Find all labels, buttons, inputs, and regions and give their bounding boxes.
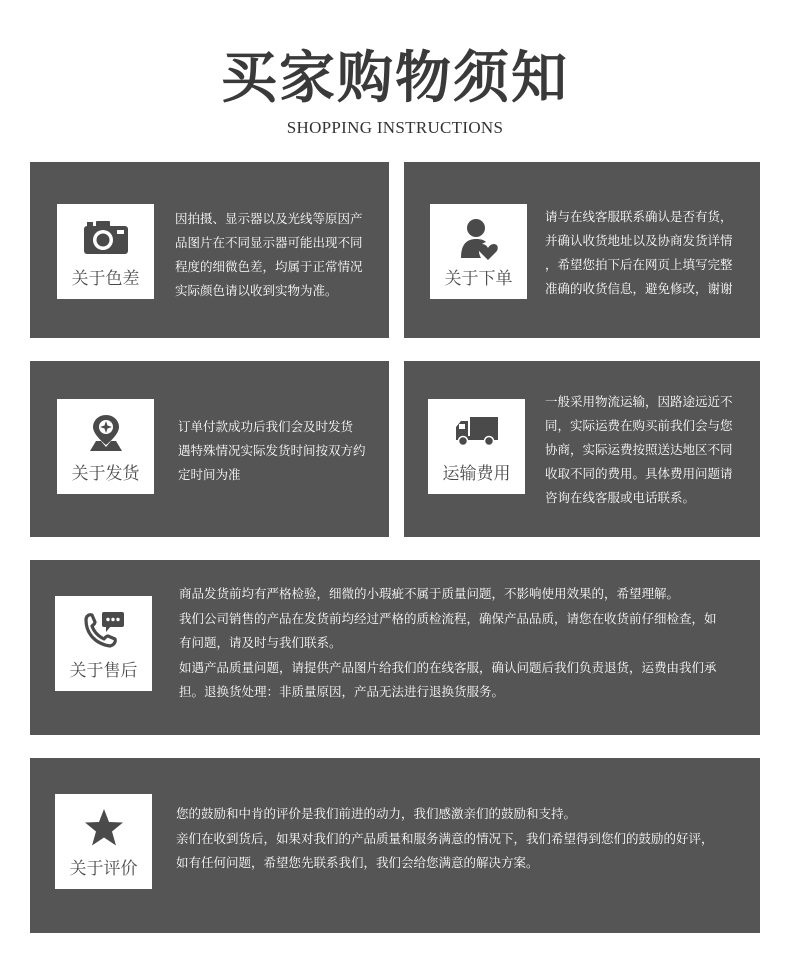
user-heart-icon	[459, 218, 499, 262]
color-diff-label: 关于色差	[71, 269, 140, 289]
text-line: 我们公司销售的产品在发货前均经过严格的质检流程，确保产品品质，请您在收货前仔细检查，如	[179, 610, 717, 626]
order-panel	[404, 162, 760, 338]
color-diff-text	[175, 207, 363, 303]
color-diff-icon-box	[57, 204, 154, 299]
freight-panel	[404, 361, 760, 537]
review-icon-box	[55, 794, 152, 889]
text-line: 并确认收货地址以及协商发货详情	[545, 233, 733, 248]
order-label: 关于下单	[444, 269, 513, 289]
freight-text	[545, 390, 733, 510]
text-line: 品图片在不同显示器可能出现不同	[175, 235, 363, 250]
review-panel	[30, 758, 760, 933]
text-line: ，希望您拍下后在网页上填写完整	[545, 257, 733, 272]
text-line: 如遇产品质量问题，请提供产品图片给我们的在线客服，确认问题后我们负责退货，运费由我们承	[179, 659, 717, 675]
text-line: 一般采用物流运输，因路途远近不	[545, 394, 733, 409]
text-line: 担。退换货处理：非质量原因，产品无法进行退换货服务。	[179, 684, 505, 699]
text-line: 定时间为准	[178, 467, 241, 482]
text-line: 实际颜色请以收到实物为准。	[175, 283, 338, 298]
text-line: 同，实际运费在购买前我们会与您	[545, 418, 733, 433]
page-title: 买家购物须知	[221, 46, 569, 111]
star-icon	[83, 808, 125, 848]
text-line: 您的鼓励和中肯的评价是我们前进的动力，我们感激亲们的鼓励和支持。	[176, 806, 577, 821]
after-sale-label: 关于售后	[69, 661, 138, 681]
camera-icon	[82, 218, 130, 256]
text-line: 如有任何问题，希望您先联系我们，我们会给您满意的解决方案。	[176, 855, 539, 870]
text-line: 收取不同的费用。具体费用问题请	[545, 466, 733, 481]
after-sale-text	[179, 582, 717, 705]
truck-icon	[454, 413, 500, 447]
freight-label: 运输费用	[442, 464, 511, 484]
shipping-icon-box	[57, 399, 154, 494]
after-sale-icon-box	[55, 596, 152, 691]
text-line: 请与在线客服联系确认是否有货，	[545, 209, 733, 224]
text-line: 咨询在线客服或电话联系。	[545, 490, 696, 505]
color-diff-panel	[30, 162, 389, 338]
review-text	[176, 802, 714, 876]
text-line: 遇特殊情况实际发货时间按双方约	[178, 443, 366, 458]
order-text	[545, 205, 733, 301]
after-sale-panel	[30, 560, 760, 735]
location-pin-icon	[86, 413, 126, 453]
freight-icon-box	[428, 399, 525, 494]
text-line: 订单付款成功后我们会及时发货	[178, 419, 354, 434]
text-line: 有问题，请及时与我们联系。	[179, 635, 342, 650]
text-line: 程度的细微色差，均属于正常情况	[175, 259, 363, 274]
phone-chat-icon	[82, 610, 126, 652]
review-label: 关于评价	[69, 859, 138, 879]
shipping-text	[178, 415, 366, 487]
text-line: 准确的收货信息，避免修改，谢谢	[545, 281, 733, 296]
text-line: 协商，实际运费按照送达地区不同	[545, 442, 733, 457]
shipping-panel	[30, 361, 389, 537]
text-line: 亲们在收到货后，如果对我们的产品质量和服务满意的情况下，我们希望得到您们的鼓励的好评，	[176, 830, 714, 846]
text-line: 因拍摄、显示器以及光线等原因产	[175, 211, 363, 226]
shipping-label: 关于发货	[71, 464, 140, 484]
order-icon-box	[430, 204, 527, 299]
text-line: 商品发货前均有严格检验，细微的小瑕疵不属于质量问题，不影响使用效果的，希望理解。	[179, 586, 680, 601]
page-subtitle: SHOPPING INSTRUCTIONS	[286, 118, 504, 137]
